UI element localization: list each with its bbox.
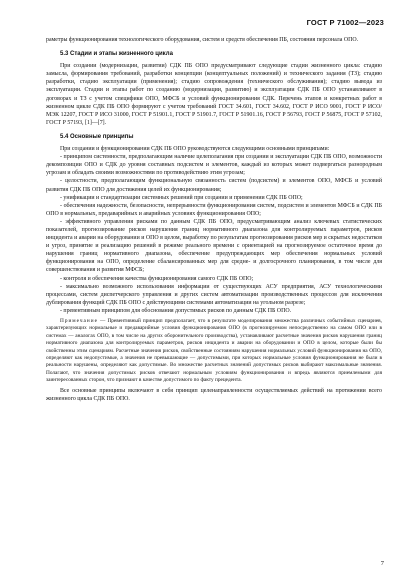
principle-item: - контроля и обеспечения качества функционирования самого СДК ПБ ОПО; bbox=[60, 275, 254, 282]
section-5-4-heading: 5.4 Основные принципы bbox=[60, 133, 134, 140]
intro-paragraph: раметры функционирования технологического оборудования, систем и средств обеспечения ПБ, состояния персонала ОПО. bbox=[46, 37, 359, 43]
principle-item: - максимально возможного использования информации от существующих АСУ предприятия, АСУ технологическими процессами, систем диспетчерского управления и других систем автоматизации производственных процессов для исключения дублирования функций СДК ПБ ОПО с действующими системами автоматизации на угольном разрезе; bbox=[46, 283, 382, 306]
page-content bbox=[46, 36, 382, 403]
closing-paragraph: Все основные принципы включают в себя принцип целенаправленности осуществляемых действий на протяжении всего жизненного цикла СДК ПБ ОПО. bbox=[46, 387, 382, 402]
principles-intro: При создании и функционировании СДК ПБ ОПО руководствуются следующими основными принципами: bbox=[60, 146, 330, 153]
section-5-3-paragraph: При создании (модернизации, развитии) СДК ПБ ОПО предусматривают следующие стадии жизненного цикла: стадию замысла, формирования требований, разработки концепции (концептуальных положений) и технического задания (ТЗ); стадию разработки, стадию эксплуатации (применения); стадию сопровождения (технического обслуживания); стадию вывода из эксплуатации. Стадии и этапы работ по созданию (модернизации, развитию) и эксплуатации СДК ПБ ОПО устанавливают в договорах и ТЗ с учетом специфики ОПО, МФСБ и условий функционирования СДК. Перечень этапов и конкретных работ в жизненном цикле СДК ПБ ОПО формируют с учетом требований ГОСТ 34.601, ГОСТ 34.602, ГОСТ Р ИСО 9001, ГОСТ Р ИСО/МЭК 12207, ГОСТ Р ИСО 31000, ГОСТ Р 51901.1, ГОСТ Р 51901.7, ГОСТ Р 51901.16, ГОСТ Р 56793, ГОСТ Р 56875, ГОСТ Р 57102, ГОСТ Р 57193, [1]—[7]. bbox=[46, 63, 382, 126]
principle-item: - целостности, предполагающим функциональную связанность систем (подсистем) и элементов ОПО, МФСБ и условий развития СДК ПБ ОПО для достижения целей их функционирования; bbox=[46, 178, 382, 193]
note-label: Примечание bbox=[60, 318, 98, 324]
page-number: 7 bbox=[380, 560, 384, 567]
principle-item: - обеспечения надежности, безопасности, непрерывности функционирования систем, подсистем и элементов МФСБ и СДК ПБ ОПО в нормальных, предаварийных и аварийных условиях функционирования ОПО; bbox=[46, 202, 382, 217]
principle-item: - унификации и стандартизации системных решений при создании и применении СДК ПБ ОПО; bbox=[60, 194, 303, 201]
principle-item: - принципом системности, предполагающим наличие целеполагания при создании и эксплуатации СДК ПБ ОПО, возможности декомпозиции ОПО и СДК до уровня составных подсистем и элементов, каждый из которых может подвергаться разнородным угрозам и обладать своими возможностями по противодействию этим угрозам; bbox=[46, 154, 382, 177]
section-5-3-heading: 5.3 Стадии и этапы жизненного цикла bbox=[60, 51, 173, 58]
note-text: — Превентивный принцип предполагает, что в результате моделирования множества различных событийных сценариев, характеризующих нормальные и предаварийные условия функционирования ОПО (в прогнозируемом непосредственно на самом ОПО или в системах — аналогах ОПО, в том числе на других оборонительного производства), устанавливают расчетные значения рисков нарушения границ нормативного диапазона для контролируемых параметров, рисков инцидента и аварии на оборудовании и ОПО в целом, которые были бы свойственны этим сценариям. Расчетные значения рисков, свойственные состояниям нарушения нормальных условий функционирования на ОПО, определяют как недопустимые, а значения не превышающие — допустимыми, при которых нормальные условия функционирования не были в реальности нарушены, определяют как допустимые. Во множестве расчетных значений допустимых рисков выбирают максимальные значения. Полагают, что значения допустимых рисков отвечают нормальным условиям функционирования и впредь являются приемлемыми для заинтересованных сторон, что признают в качестве допустимого по факту прецедента. bbox=[46, 318, 382, 384]
principle-item: - превентивным принципом для обоснования допустимых рисков по данным СДК ПБ ОПО. bbox=[60, 307, 292, 314]
standard-number: ГОСТ Р 71002—2023 bbox=[306, 18, 384, 27]
note-paragraph bbox=[46, 318, 382, 385]
principle-item: - эффективного управления рисками по данным СДК ПБ ОПО, предусматривающим анализ ключевых статистических показателей, прогнозирование рисков нарушения границ нормативного диапазона для контролируемых параметров, рисков инцидента и аварии на оборудовании и ОПО в целом, выработку по результатам прогнозирования рисков мер и скрытых недостатков и угроз, принятие и реализацию решений в режиме реального времени с ориентацией на прогнозируемое остаточное время до нарушения границ нормативного диапазона, обеспечение предупреждающих мер обеспечения нормальных условий функционирования на ОПО, определение сбалансированных мер для средне- и долгосрочного планирования, в том числе для совершенствования и развития МФСБ; bbox=[46, 218, 382, 274]
